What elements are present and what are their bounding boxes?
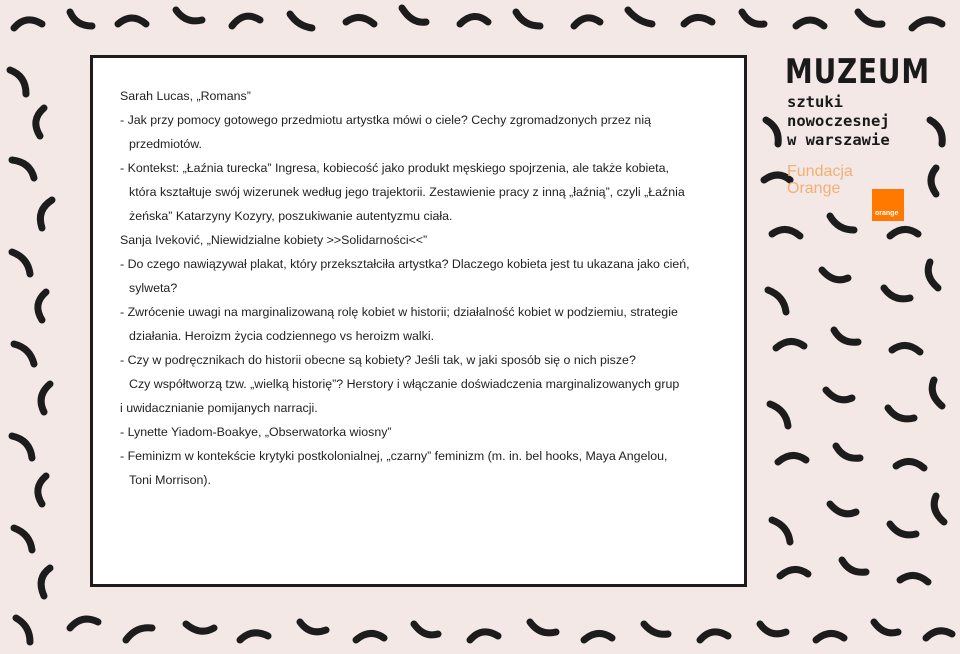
text-line-10: - Zwrócenie uwagi na marginalizowaną rolę kobiet w historii; działalność kobiet w podziemiu, strategie [120, 305, 678, 319]
card-text [93, 58, 744, 584]
text-line-14: i uwidacznianie pomijanych narracji. [120, 401, 318, 415]
text-line-5: która kształtuje swój wizerunek według jego trajektorii. Zestawienie pracy z inną „łaźnią”, czyli „Łaźnia [129, 185, 685, 199]
logo-subtitle-line-1: sztuki [787, 93, 843, 111]
text-line-15: - Lynette Yiadom-Boakye, „Obserwatorka wiosny” [120, 425, 392, 439]
text-line-8: - Do czego nawiązywał plakat, który przekształciła artystka? Dlaczego kobieta jest tu ukazana jako cień, [120, 257, 690, 271]
text-line-2: - Jak przy pomocy gotowego przedmiotu artystka mówi o ciele? Cechy zgromadzonych przez nią [120, 113, 651, 127]
logo-title: MUZEUM [785, 52, 930, 92]
text-line-3: przedmiotów. [129, 137, 203, 151]
text-line-11: działania. Heroizm życia codziennego vs heroizm walki. [129, 329, 435, 343]
logo-subtitle-line-3: w warszawie [787, 131, 890, 149]
text-card [90, 55, 747, 587]
text-line-7: Sanja Iveković, „Niewidzialne kobiety >>Solidarności<<” [120, 233, 428, 247]
text-line-4: - Kontekst: „Łaźnia turecka” Ingresa, kobiecość jako produkt męskiego spojrzenia, ale także kobieta, [120, 161, 669, 175]
text-line-16: - Feminizm w kontekście krytyki postkolonialnej, „czarny” feminizm (m. in. bel hooks, Maya Angelou, [120, 449, 668, 463]
orange-logo-square [872, 189, 904, 221]
text-line-12: - Czy w podręcznikach do historii obecne są kobiety? Jeśli tak, w jaki sposób się o nich pisze? [120, 353, 636, 367]
text-line-9: sylweta? [129, 281, 178, 295]
text-line-1: Sarah Lucas, „Romans” [120, 89, 251, 103]
text-line-13: Czy współtworzą tzw. „wielką historię”? Herstory i włączanie doświadczenia marginalizowanych grup [129, 377, 680, 391]
text-line-6: żeńska” Katarzyny Kozyry, poszukiwanie autentyzmu ciała. [129, 209, 453, 223]
logo-subtitle-line-2: nowoczesnej [787, 112, 890, 130]
text-line-17: Toni Morrison). [129, 473, 211, 487]
orange-label: Orange [787, 180, 841, 197]
orange-logo-text: orange [875, 210, 899, 217]
fundacja-label: Fundacja [787, 163, 853, 180]
